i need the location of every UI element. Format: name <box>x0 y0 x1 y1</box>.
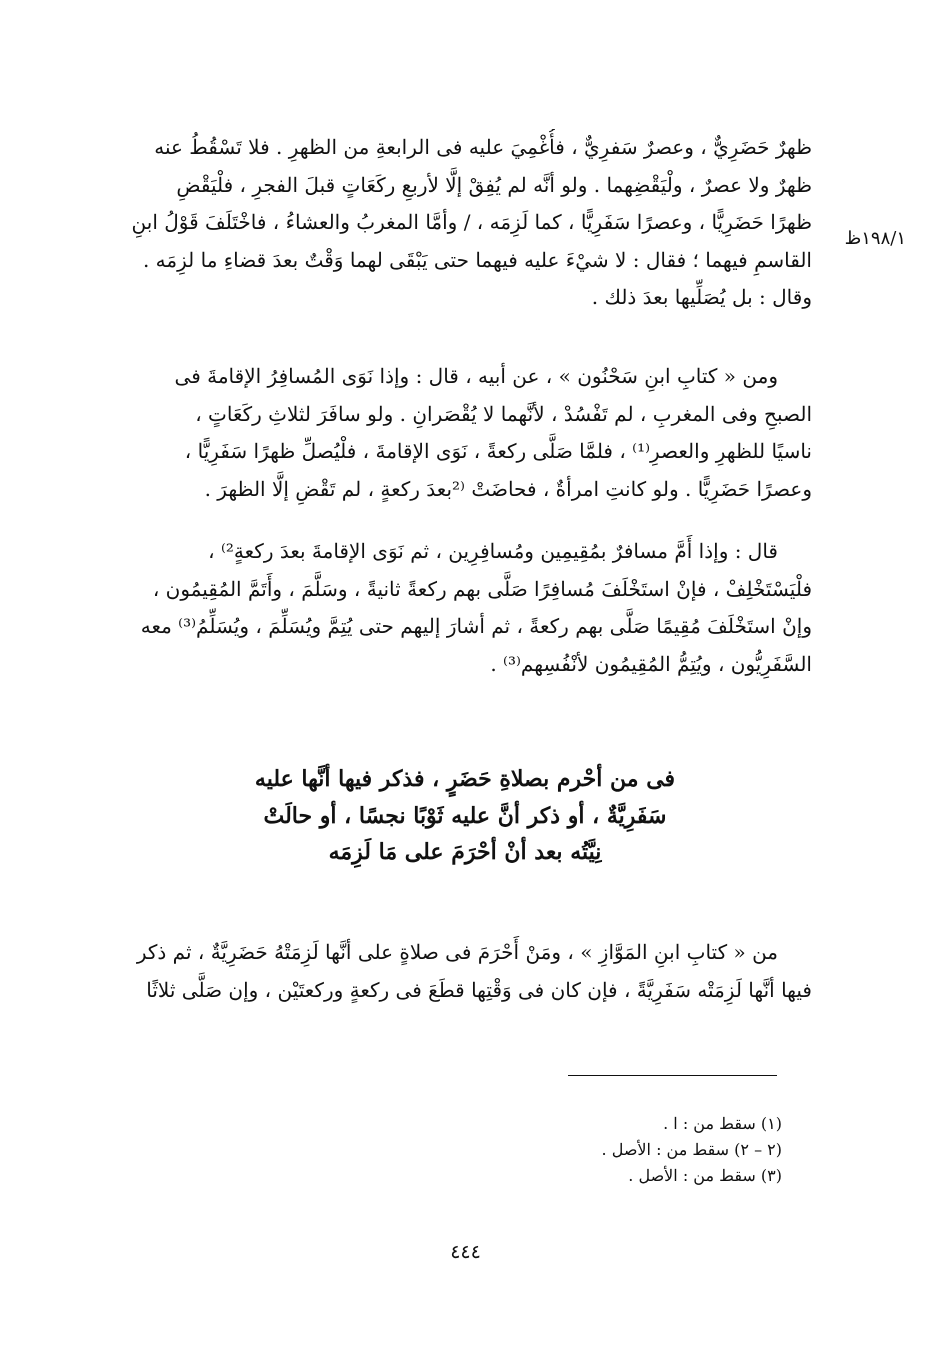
footnote: (١) سقط من : ا . <box>663 1114 782 1133</box>
text-line: القاسمِ فيهما ؛ فقال : لا شيْءَ عليه فيهما حتى يَبْقَى لهما وَقْتٌ بعدَ قضاءِ ما لزِمَه . <box>142 247 812 272</box>
text-line: ظهرٌ حَضَرِيٌّ ، وعصرٌ سَفرِيٌّ ، فأُغْمِيَ عليه فى الرابعةِ من الظهرِ . فلا تَسْقُطُ عنه <box>154 135 812 159</box>
paragraph-1 <box>100 129 812 317</box>
paragraph-4 <box>100 934 812 1009</box>
text-line: فلْيَسْتَخْلِفْ ، فإنْ استَخْلَفَ مُسافِرًا صَلَّى بهم ركعةً ثانيةً ، وسَلَّمَ ، وأَتَمَّ المُقِيمُون ، <box>152 576 812 601</box>
heading-line: فى من أحْرم بصلاةِ حَضَرٍ ، فذكر فيها أنَّها عليه <box>254 766 676 792</box>
section-heading <box>160 761 770 871</box>
paragraph-2 <box>100 358 812 508</box>
text-line: ظهرٌ ولا عصرٌ ، ولْيَقْضِهما . ولو أنَّه لم يُفِقْ إلَّا لأربعِ ركَعَاتٍ قبلَ الفجرِ ، فلْيَقْضِ <box>176 172 812 197</box>
footnote: (٣) سقط من : الأصل . <box>628 1166 782 1185</box>
text-line: ومن « كتابِ ابنِ سَحْنُون » ، عن أبيه ، قال : وإذا نَوَى المُسافِرُ الإقامةَ فى <box>174 364 778 388</box>
footnotes <box>400 1111 782 1189</box>
text-line: فيها أنَّها لَزِمَتْه سَفَرِيَّةً ، فإن كان فى وَقْتِها قطَعَ فى ركعةٍ وركعتَيْن ، وإن صَلَّى ثلاثًا <box>146 977 812 1002</box>
text-line: الصبحِ وفى المغربِ ، لم تَفْسُدْ ، لأنَّهما لا يُقْصَرانِ . ولو سافَرَ لثلاثِ ركَعَاتٍ ، <box>195 401 812 426</box>
margin-folio-note: ١٩٨/١ظ <box>844 228 906 249</box>
page-number: ٤٤٤ <box>450 1241 481 1263</box>
text-line: قال : وإذا أَمَّ مسافرٌ بمُقِيمِين ومُسافِرِين ، ثم نَوَى الإقامةَ بعدَ ركعةٍ²⁾ ، <box>208 539 778 563</box>
text-line: وإنْ استَخْلَفَ مُقِيمًا صَلَّى بهم ركعةً ، ثم أشارَ إليهم حتى يُتِمَّ ويُسَلِّمَ ، ويُسَلِّمُ⁽³⁾ معه <box>140 614 812 638</box>
heading-line: نِيَّتُه بعد أنْ أحْرَمَ على مَا لَزِمَه <box>328 839 602 865</box>
footnote-separator <box>568 1075 777 1076</box>
heading-line: سَفَرِيَّةٌ ، أو ذكر أنَّ عليه ثَوْبًا نجسًا ، أو حالَتْ <box>263 802 667 829</box>
footnote: (٢ – ٢) سقط من : الأصل . <box>601 1140 782 1159</box>
text-line: السَّفَرِيُّون ، ويُتِمُّ المُقِيمُون لأنْفُسِهم⁽³⁾ . <box>490 651 812 676</box>
paragraph-3 <box>100 533 812 683</box>
text-line: ظهرًا حَضَرِيًّا ، وعصرًا سَفَرِيًّا ، كما لَزِمَه ، / وأمَّا المغربُ والعشاءُ ، فاخْتَلَفَ قَوْلُ ابنِ <box>131 210 812 234</box>
text-line: من « كتابِ ابنِ المَوَّازِ » ، ومَنْ أَحْرَمَ فى صلاةٍ على أنَّها لَزِمَتْهُ حَضَرِيَّةٌ ، ثم ذكر <box>136 940 778 964</box>
text-line: ناسيًا للظهرِ والعصرِ⁽¹⁾ ، فلمَّا صَلَّى ركعةً ، نَوَى الإقامةَ ، فلْيُصلِّ ظهرًا سَفَرِيًّا ، <box>184 439 812 463</box>
text-line: وقال : بل يُصَلِّيها بعدَ ذلك . <box>591 285 812 309</box>
text-line: وعصرًا حَضَرِيًّا . ولو كانتِ امرأةٌ ، فحاضَتْ ⁽²بعدَ ركعةٍ ، لم تَقْضِ إلَّا الظهرَ . <box>204 476 812 501</box>
